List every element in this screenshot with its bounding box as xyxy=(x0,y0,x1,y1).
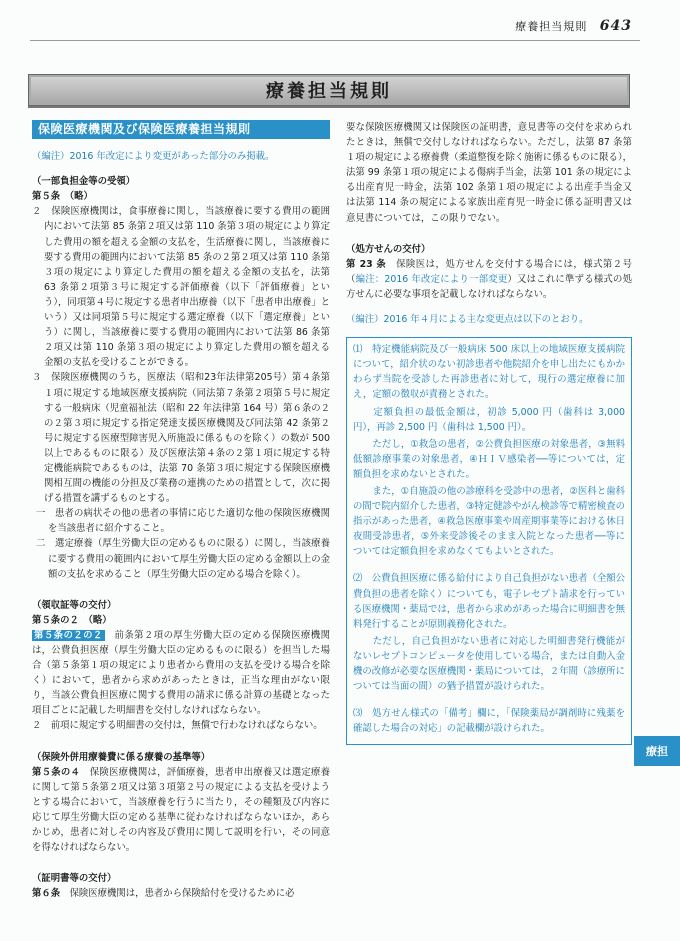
article-6-continued: 要な保険医療機関又は保険医の証明書，意見書等の交付を求められたときは，無償で交付しなければならない。ただし，法第 87 条第１項の規定による療養費（柔道整復を除く施術に係るものに限る），法第 99 条第１項の規定による傷病手当金，法第 101 条の規定による出産育児一時金，法第 102 条第１項の規定による出産手当金又は法第 114 条の規定による家族出産育児一時金に係る証明書又は意見書については，この限りでない。 xyxy=(346,122,632,224)
change-item: ⑵ 公費負担医療に係る給付により自己負担がない患者（全額公費負担の患者を除く）についても，電子レセプト請求を行っている医療機関・薬局では，患者から求めがあった場合に明細書を無料発行することが原則義務化された。 xyxy=(353,573,625,630)
article-6-number: 第６条 xyxy=(32,888,61,900)
article-23-para-a: 保険医は，処方せんを交付する場合には，様式第２号（ xyxy=(346,258,632,285)
article-23-para-b: ）又はこれに準ずる様式の処方せんに必要な事項を記載しなければならない。 xyxy=(346,273,632,300)
left-column xyxy=(32,120,330,901)
chapter-banner xyxy=(28,74,630,106)
change-item: 定額負担の最低金額は，初診 5,000 円（歯科は 3,000 円），再診 2,500 円（歯科は 1,500 円）。 xyxy=(353,406,625,433)
chapter-banner-inner xyxy=(31,77,627,103)
article-23 xyxy=(346,257,632,302)
article-5-para-2: ２ 保険医療機関は，食事療養に関し，当該療養に要する費用の範囲内において法第 85 条第２項又は第 110 条第３項の規定により算定した費用の額を超える金額の支払を，生活療養に関し，当該療養に要する費用の範囲内において法第 85 条の２第２項又は第 110 条第３項の規定により算定した費用の額を超える金額の支払を，法第 63 条第２項第３号に規定する評価療養（以下「評価療養」という），同項第４号に規定する患者申出療養（以下「患者申出療養」という）又は同項第５号に規定する選定療養（以下「選定療養」という）に関し，当該療養に要する費用の範囲内において法第 86 条第２項又は第 110 条第３項の規定により算定した費用の額を超える金額の支払を受けることができる。 xyxy=(32,206,330,369)
heading-prescription: （処方せんの交付） xyxy=(346,243,431,255)
article-5-2-2-para-2: ２ 前項に規定する明細書の交付は，無償で行わなければならない。 xyxy=(32,720,323,732)
article-5-2-2-para-1: 前条第２項の厚生労働大臣の定める保険医療機関は，公費負担医療（厚生労働大臣の定めるものに限る）を担当した場合（第５条第１項の規定により患者から費用の支払を受ける場合を除く）において，患者から求めがあったときは，正当な理由がない限り，当該公費負担医療に関する費用の請求に係る計算の基礎となった項目ごとに記載した明細書を交付しなければならない。 xyxy=(32,629,330,717)
change-item: ただし，①救急の患者，②公費負担医療の対象患者，③無料低額診療事業の対象患者，④ＨＩＶ感染者──等については，定額負担を求めないとされた。 xyxy=(353,438,625,480)
change-item: ⑴ 特定機能病院及び一般病床 500 床以上の地域医療支援病院について，紹介状のない初診患者や他院紹介を申し出たにもかかわらず当院を受診した再診患者に対して，現行の選定療養に加え，定額の徴収が責務とされた。 xyxy=(353,344,625,401)
article-23-number: 第 23 条 xyxy=(346,258,387,270)
article-5-2-2-number: 第５条の２の２ xyxy=(34,629,103,641)
heading-partial-payment: （一部負担金等の受領） xyxy=(32,176,136,188)
chapter-side-tab[interactable]: 療担 xyxy=(634,736,680,766)
header-rule xyxy=(30,40,640,41)
heading-receipt: （領収証等の交付） xyxy=(32,599,117,611)
page-number: 643 xyxy=(599,18,632,34)
article-6 xyxy=(32,886,330,901)
editor-note: （編注）2016 年改定により変更があった部分のみ掲載。 xyxy=(32,151,275,163)
change-summary-note: （編注）2016 年４月による主な変更点は以下のとおり。 xyxy=(346,314,589,326)
article-5-2: 第５条の２ （略） xyxy=(32,614,112,626)
chapter-title: 療養担当規則 xyxy=(266,81,392,102)
article-6-para: 保険医療機関は，患者から保険給付を受けるために必 xyxy=(60,888,295,900)
article-5-4-number: 第５条の４ xyxy=(32,766,81,778)
change-item: ⑶ 処方せん様式の「備考」欄に，「保険薬局が調剤時に残薬を確認した場合の対応」の記載欄が設けられた。 xyxy=(353,708,625,735)
article-5-item-2: 二 選定療養（厚生労働大臣の定めるものに限る）に関し，当該療養に要する費用の範囲内において厚生労働大臣の定める金額以上の金額の支払を求めること（厚生労働大臣の定める場合を除く）。 xyxy=(36,538,330,580)
change-item: また，①自施設の他の診療科を受診中の患者，②医科と歯科の間で院内紹介した患者，③特定健診やがん検診等で精密検査の指示があった患者，④救急医療事業や周産期事業等における休日夜間受診患者，⑤外来受診後そのまま入院となった患者──等については定額負担を求めなくてもよいとされた。 xyxy=(353,485,625,558)
article-5-item-1: 一 患者の病状その他の患者の事情に応じた適切な他の保険医療機関を当該患者に紹介すること。 xyxy=(36,508,330,535)
running-head xyxy=(515,18,632,34)
heading-certificates: （証明書等の交付） xyxy=(32,873,117,885)
change-item: ただし，自己負担がない患者に対応した明細書発行機能がないレセプトコンピュータを使用している場合，または自動入金機の改修が必要な医療機関・薬局については，２年間（診療所については当面の間）の猶予措置が設けられた。 xyxy=(353,635,625,693)
article-5-4-para: 保険医療機関は，評価療養，患者申出療養又は選定療養に関して第５条第２項又は第３項第２号の規定による支払を受けようとする場合において，当該療養を行うに当たり，その種類及び内容に応じて厚生労働大臣の定める基準に従わなければならないほか，あらかじめ，患者に対しその内容及び費用に関して説明を行い，その同意を得なければならない。 xyxy=(32,766,330,854)
article-5-2-2 xyxy=(32,628,330,719)
running-title: 療養担当規則 xyxy=(515,20,588,33)
heading-mixed-care: （保険外併用療養費に係る療養の基準等） xyxy=(32,751,211,763)
article-5-para-3: ３ 保険医療機関のうち，医療法（昭和23年法律第205号）第４条第１項に規定する地域医療支援病院（同法第７条第２項第５号に規定する一般病床（児童福祉法（昭和 22 年法律第 164 号）第６条の２の２第３項に規定する指定発達支援医療機関及び同法第 42 条第２号に規定する医療型障害児入所施設に係るものを除く）の数が 500 以上であるものに限る）及び医療法第４条の２第１項に規定する特定機能病院であるものは，法第 70 条第３項に規定する保険医療機関相互間の機能の分担及び業務の連携のための措置として，次に掲げる措置を講ずるものとする。 xyxy=(32,372,330,505)
section-title: 保険医療機関及び保険医療養担当規則 xyxy=(32,120,330,139)
change-summary-box xyxy=(346,337,632,745)
article-5: 第５条 （略） xyxy=(32,191,93,203)
article-23-editor-note: 編注：2016 年改定により一部変更 xyxy=(355,273,508,285)
article-5-4 xyxy=(32,765,330,856)
right-column xyxy=(346,120,632,745)
